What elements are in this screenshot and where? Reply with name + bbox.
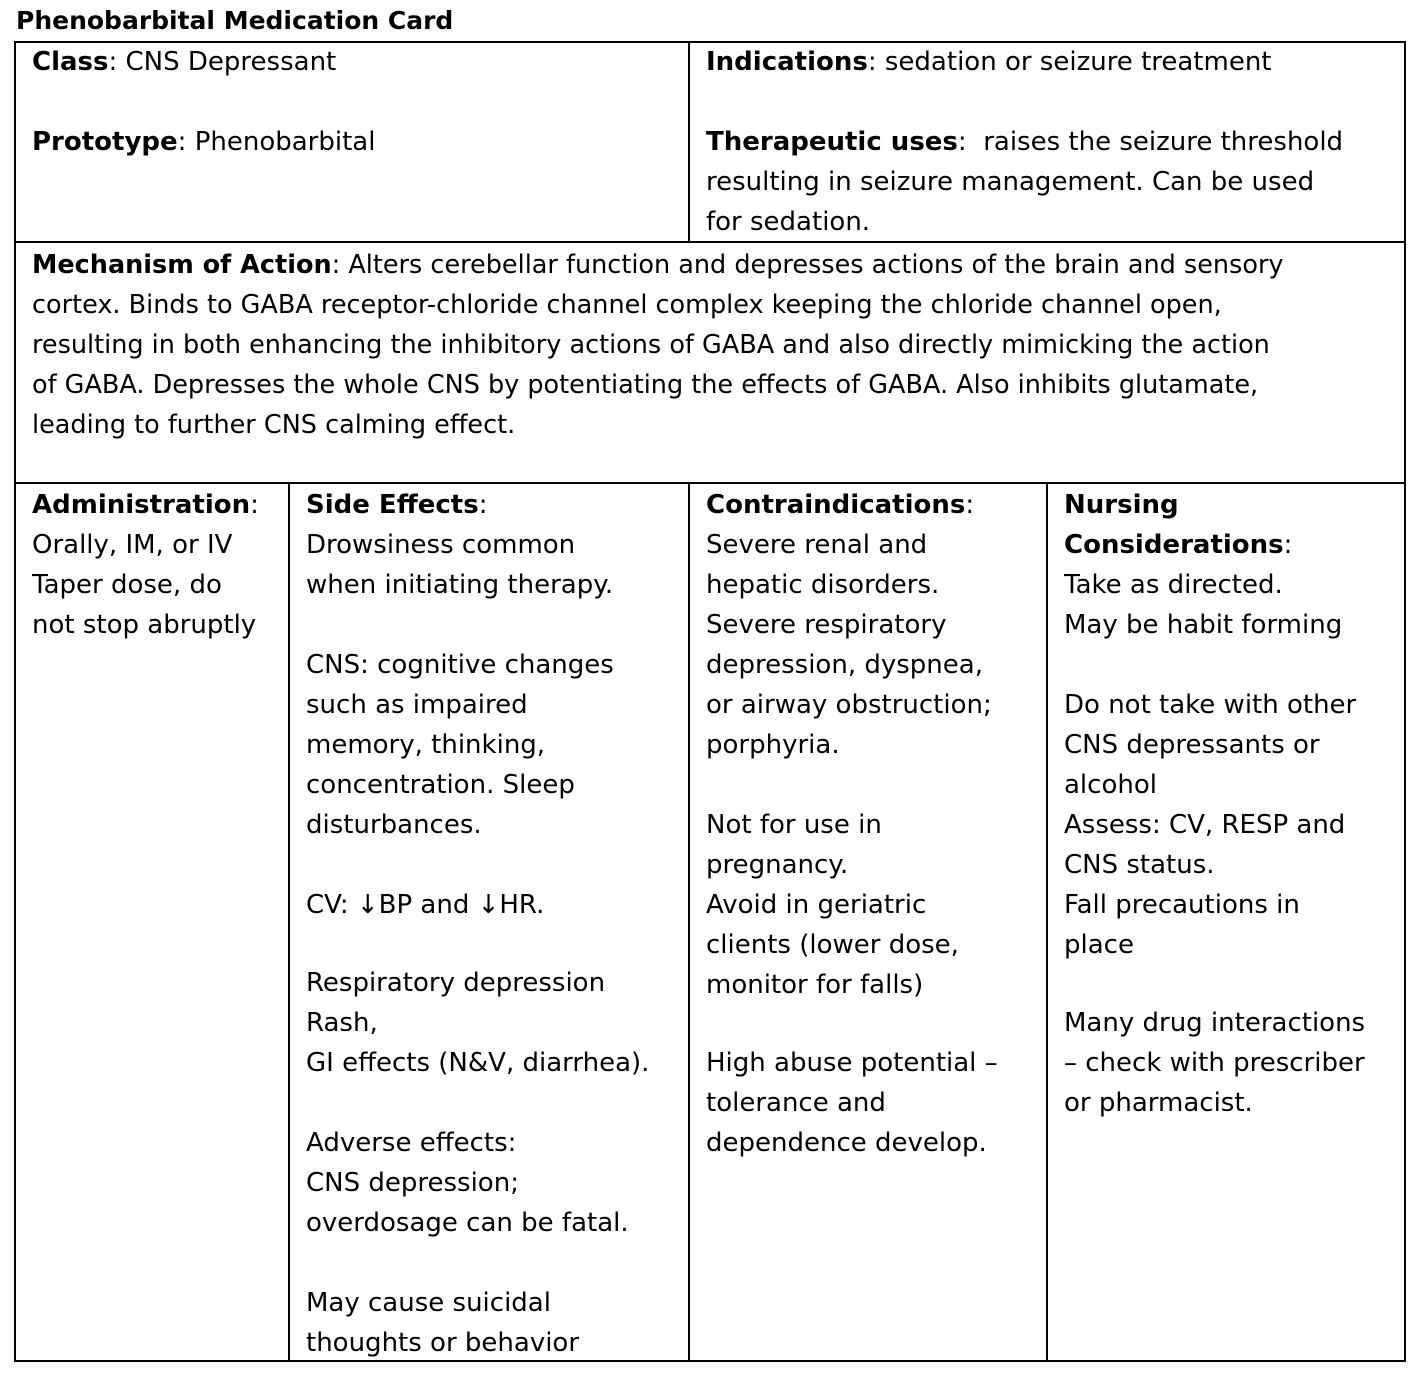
therapeutic-uses-line: resulting in seizure management. Can be used xyxy=(706,167,1315,197)
side-effects-line: CNS depression; xyxy=(306,1168,519,1198)
side-effects-label: Side Effects xyxy=(306,490,479,520)
side-effects-line: CNS: cognitive changes xyxy=(306,650,614,680)
contraindications-line: tolerance and xyxy=(706,1088,886,1118)
nursing-line: CNS status. xyxy=(1064,850,1215,880)
contraindications-line: hepatic disorders. xyxy=(706,570,940,600)
table-border-row2 xyxy=(14,482,1406,484)
contraindications-line: porphyria. xyxy=(706,730,840,760)
indications-label: Indications xyxy=(706,47,868,77)
side-effects-cell xyxy=(306,485,686,1363)
contraindications-line: depression, dyspnea, xyxy=(706,650,983,680)
side-effects-line: overdosage can be fatal. xyxy=(306,1208,629,1238)
side-effects-line: May cause suicidal xyxy=(306,1288,551,1318)
therapeutic-uses-line: for sedation. xyxy=(706,207,871,237)
prototype-field: Prototype: Phenobarbital xyxy=(32,127,376,157)
mechanism-line: leading to further CNS calming effect. xyxy=(32,410,516,440)
indications-value: sedation or seizure treatment xyxy=(884,47,1272,77)
indications-uses-cell xyxy=(706,42,1402,242)
side-effects-line: Respiratory depression xyxy=(306,968,606,998)
contraindications-line: clients (lower dose, xyxy=(706,930,959,960)
side-effects-line: CV: ↓BP and ↓HR. xyxy=(306,890,545,920)
table-border-col3 xyxy=(1046,482,1048,1362)
nursing-line: – check with prescriber xyxy=(1064,1048,1365,1078)
nursing-line: Assess: CV, RESP and xyxy=(1064,810,1346,840)
mechanism-line: of GABA. Depresses the whole CNS by potentiating the effects of GABA. Also inhibits glutamate, xyxy=(32,370,1259,400)
contraindications-label: Contraindications xyxy=(706,490,966,520)
nursing-considerations-cell xyxy=(1064,485,1404,1123)
administration-line: Taper dose, do xyxy=(32,570,222,600)
contraindications-line: Avoid in geriatric xyxy=(706,890,927,920)
table-border-bottom xyxy=(14,1360,1406,1362)
page-title: Phenobarbital Medication Card xyxy=(16,6,454,35)
mechanism-line: cortex. Binds to GABA receptor-chloride channel complex keeping the chloride channel open, xyxy=(32,290,1222,320)
mechanism-field: Mechanism of Action: Alters cerebellar function and depresses actions of the brain and sensory xyxy=(32,250,1284,280)
contraindications-line: Severe renal and xyxy=(706,530,928,560)
nursing-line: May be habit forming xyxy=(1064,610,1343,640)
class-value: CNS Depressant xyxy=(125,47,337,77)
administration-cell xyxy=(32,485,286,645)
nursing-label-line2: Considerations: xyxy=(1064,530,1293,560)
side-effects-line: memory, thinking, xyxy=(306,730,546,760)
side-effects-line: when initiating therapy. xyxy=(306,570,614,600)
indications-field: Indications: sedation or seizure treatment xyxy=(706,47,1272,77)
therapeutic-uses-field: Therapeutic uses: raises the seizure threshold xyxy=(706,127,1344,157)
contraindications-line: pregnancy. xyxy=(706,850,849,880)
class-field: Class: CNS Depressant xyxy=(32,47,337,77)
nursing-line: Take as directed. xyxy=(1064,570,1283,600)
side-effects-line: concentration. Sleep xyxy=(306,770,575,800)
contraindications-line: monitor for falls) xyxy=(706,970,924,1000)
contraindications-line: High abuse potential – xyxy=(706,1048,998,1078)
table-border-col2 xyxy=(688,482,690,1362)
nursing-line: Do not take with other xyxy=(1064,690,1357,720)
table-border-col1 xyxy=(288,482,290,1362)
administration-line: Orally, IM, or IV xyxy=(32,530,233,560)
mechanism-label: Mechanism of Action xyxy=(32,250,332,280)
side-effects-line: Adverse effects: xyxy=(306,1128,517,1158)
nursing-line: place xyxy=(1064,930,1134,960)
class-prototype-cell xyxy=(32,42,682,162)
nursing-line: alcohol xyxy=(1064,770,1157,800)
nursing-line: CNS depressants or xyxy=(1064,730,1320,760)
table-border-right xyxy=(1404,41,1406,1362)
contraindications-line: Not for use in xyxy=(706,810,882,840)
contraindications-line: dependence develop. xyxy=(706,1128,987,1158)
side-effects-line: thoughts or behavior xyxy=(306,1328,580,1358)
table-border-col-top xyxy=(688,41,690,242)
administration-heading: Administration: xyxy=(32,490,259,520)
side-effects-line: such as impaired xyxy=(306,690,528,720)
side-effects-heading: Side Effects: xyxy=(306,490,488,520)
prototype-label: Prototype xyxy=(32,127,178,157)
contraindications-heading: Contraindications: xyxy=(706,490,975,520)
mechanism-line: Alters cerebellar function and depresses actions of the brain and sensory xyxy=(348,250,1284,280)
nursing-line: or pharmacist. xyxy=(1064,1088,1253,1118)
table-border-left xyxy=(14,41,16,1362)
administration-label: Administration xyxy=(32,490,251,520)
nursing-line: Fall precautions in xyxy=(1064,890,1300,920)
nursing-line: Many drug interactions xyxy=(1064,1008,1366,1038)
mechanism-cell xyxy=(32,245,1404,445)
side-effects-line: disturbances. xyxy=(306,810,482,840)
side-effects-line: GI effects (N&V, diarrhea). xyxy=(306,1048,650,1078)
prototype-value: Phenobarbital xyxy=(194,127,376,157)
administration-line: not stop abruptly xyxy=(32,610,257,640)
therapeutic-uses-label: Therapeutic uses xyxy=(706,127,958,157)
side-effects-line: Rash, xyxy=(306,1008,378,1038)
medication-card-table xyxy=(14,41,1406,1362)
mechanism-line: resulting in both enhancing the inhibitory actions of GABA and also directly mimicking the action xyxy=(32,330,1270,360)
contraindications-cell xyxy=(706,485,1044,1163)
class-label: Class xyxy=(32,47,109,77)
therapeutic-uses-line: raises the seizure threshold xyxy=(983,127,1344,157)
contraindications-line: or airway obstruction; xyxy=(706,690,992,720)
side-effects-line: Drowsiness common xyxy=(306,530,576,560)
contraindications-line: Severe respiratory xyxy=(706,610,947,640)
nursing-label-line1: Nursing xyxy=(1064,490,1179,520)
